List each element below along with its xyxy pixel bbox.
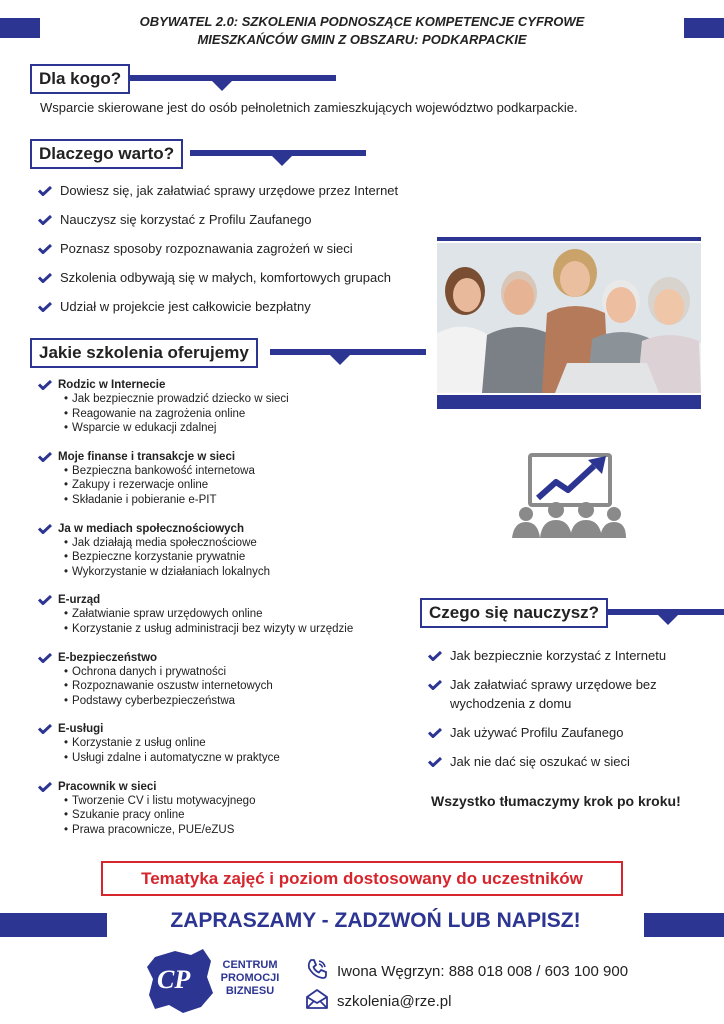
courses-list — [38, 378, 398, 851]
page-title-line1: OBYWATEL 2.0: SZKOLENIA PODNOSZĄCE KOMPETENCJE CYFROWE — [139, 14, 585, 29]
check-icon — [38, 380, 52, 390]
mail-icon — [305, 988, 329, 1014]
footer-bar-left — [0, 913, 107, 937]
check-icon — [38, 595, 52, 605]
seniors-photo — [437, 237, 701, 409]
list-item — [38, 263, 398, 292]
logo-text — [215, 959, 285, 998]
list-item — [428, 752, 718, 771]
list-item: • Zakupy i rezerwacje online — [64, 478, 398, 493]
check-icon — [38, 724, 52, 734]
for-whom-text: Wsparcie skierowane jest do osób pełnoletnich zamieszkujących województwo podkarpackie. — [40, 100, 578, 115]
list-item: • Bezpieczne korzystanie prywatnie — [64, 550, 398, 565]
course — [38, 522, 398, 580]
learn-item-text: Jak nie dać się oszukać w sieci — [450, 754, 630, 769]
section-courses-heading — [30, 338, 400, 370]
check-icon — [38, 273, 52, 283]
section-learn-heading — [420, 598, 724, 630]
learn-list — [428, 646, 718, 781]
check-icon — [38, 524, 52, 534]
learn-item-text: Jak załatwiać sprawy urzędowe bez wychodzenia z domu — [450, 677, 657, 711]
section-why-heading — [30, 139, 370, 171]
list-item: • Podstawy cyberbezpieczeństwa — [64, 694, 398, 709]
list-item: • Ochrona danych i prywatności — [64, 665, 398, 680]
check-icon — [428, 651, 442, 661]
check-icon — [428, 728, 442, 738]
why-item-text: Udział w projekcie jest całkowicie bezpłatny — [60, 299, 311, 314]
logo-monogram: CP — [157, 965, 191, 994]
list-item: • Wykorzystanie w działaniach lokalnych — [64, 565, 398, 580]
list-item: • Wsparcie w edukacji zdalnej — [64, 421, 398, 436]
list-item: • Szukanie pracy online — [64, 808, 398, 823]
check-icon — [38, 452, 52, 462]
list-item — [428, 723, 718, 742]
logo-text-line1: CENTRUM — [222, 959, 278, 971]
course — [38, 378, 398, 436]
list-item: • Rozpoznawanie oszustw internetowych — [64, 679, 398, 694]
invite-heading: ZAPRASZAMY - ZADZWOŃ LUB NAPISZ! — [170, 909, 581, 932]
course-title: Moje finanse i transakcje w sieci — [58, 450, 236, 463]
check-icon — [38, 215, 52, 225]
list-item: • Jak bezpiecznie prowadzić dziecko w sieci — [64, 392, 398, 407]
why-item-text: Poznasz sposoby rozpoznawania zagrożeń w sieci — [60, 241, 353, 256]
check-icon — [38, 302, 52, 312]
section-why-title: Dlaczego warto? — [30, 139, 183, 169]
course-title: E-usługi — [58, 723, 104, 736]
check-icon — [428, 680, 442, 690]
page-title — [60, 13, 664, 49]
header-bar-left — [0, 18, 40, 38]
learn-item-text: Jak bezpiecznie korzystać z Internetu — [450, 648, 667, 663]
course-title: E-bezpieczeństwo — [58, 651, 158, 664]
course — [38, 780, 398, 838]
list-item: • Korzystanie z usług administracji bez wizyty w urzędzie — [64, 622, 398, 637]
list-item — [38, 292, 398, 321]
check-icon — [38, 782, 52, 792]
contact-email[interactable] — [305, 988, 451, 1014]
list-item: • Jak działają media społecznościowe — [64, 536, 398, 551]
logo-text-line2: PROMOCJI — [220, 972, 280, 984]
check-icon — [428, 757, 442, 767]
list-item: • Usługi zdalne i automatyczne w praktyce — [64, 751, 398, 766]
photo-image — [437, 243, 701, 393]
list-item: • Składanie i pobieranie e-PIT — [64, 493, 398, 508]
contact-phone[interactable] — [305, 957, 628, 985]
list-item — [38, 176, 398, 205]
footer-bar-right — [644, 913, 724, 937]
list-item: • Załatwianie spraw urzędowych online — [64, 607, 398, 622]
list-item — [428, 675, 718, 713]
why-list — [38, 176, 398, 321]
phone-text: Iwona Węgrzyn: 888 018 008 / 603 100 900 — [337, 962, 629, 980]
section-for-whom-heading — [30, 64, 320, 96]
course — [38, 450, 398, 508]
logo-text-line3: BIZNESU — [225, 985, 275, 997]
section-learn-title: Czego się nauczysz? — [420, 598, 608, 628]
notice-box: Tematyka zajęć i poziom dostosowany do uczestników — [101, 861, 623, 896]
learn-item-text: Jak używać Profilu Zaufanego — [450, 725, 624, 740]
why-item-text: Szkolenia odbywają się w małych, komfortowych grupach — [60, 270, 391, 285]
why-item-text: Dowiesz się, jak załatwiać sprawy urzędowe przez Internet — [60, 183, 399, 198]
why-item-text: Nauczysz się korzystać z Profilu Zaufanego — [60, 212, 312, 227]
course-title: Pracownik w sieci — [58, 780, 157, 793]
check-icon — [38, 244, 52, 254]
list-item: • Tworzenie CV i listu motywacyjnego — [64, 794, 398, 809]
course — [38, 651, 398, 709]
list-item: • Reagowanie na zagrożenia online — [64, 407, 398, 422]
course-title: Rodzic w Internecie — [58, 379, 166, 391]
list-item — [38, 205, 398, 234]
course-title: E-urząd — [58, 594, 101, 607]
page-title-line2: MIESZKAŃCÓW GMIN Z OBSZARU: PODKARPACKIE — [197, 32, 527, 47]
cpb-logo — [145, 947, 285, 1015]
list-item: • Bezpieczna bankowość internetowa — [64, 464, 398, 479]
presentation-chart-icon — [510, 452, 628, 544]
list-item: • Prawa pracownicze, PUE/eZUS — [64, 823, 398, 838]
section-courses-title: Jakie szkolenia oferujemy — [30, 338, 258, 368]
phone-icon — [305, 957, 329, 985]
slogan: Wszystko tłumaczymy krok po kroku! — [431, 793, 681, 809]
check-icon — [38, 186, 52, 196]
email-text: szkolenia@rze.pl — [337, 992, 452, 1010]
list-item — [38, 234, 398, 263]
list-item: • Korzystanie z usług online — [64, 736, 398, 751]
course — [38, 593, 398, 636]
header-bar-right — [684, 18, 724, 38]
course-title: Ja w mediach społecznościowych — [58, 522, 244, 535]
list-item — [428, 646, 718, 665]
course — [38, 722, 398, 765]
check-icon — [38, 653, 52, 663]
section-for-whom-title: Dla kogo? — [30, 64, 130, 94]
